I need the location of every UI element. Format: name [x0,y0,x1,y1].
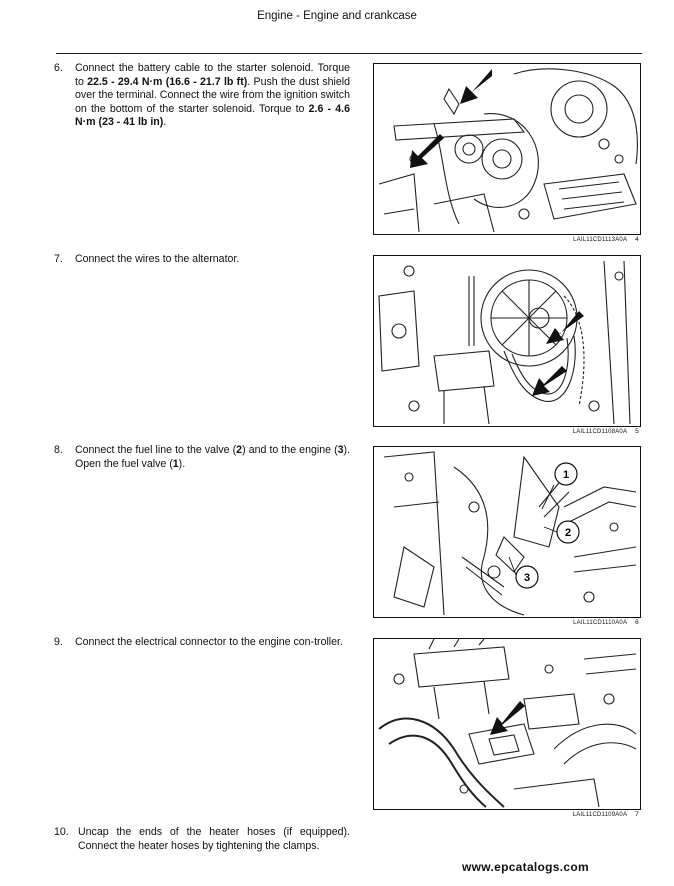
callout-ref: 2 [236,444,243,456]
starter-solenoid-illustration [374,64,640,234]
step-text: Uncap the ends of the heater hoses (if equipped). Connect the heater hoses by tightening the clamps. [78,826,350,852]
figure-fuel-valve [373,446,641,618]
step-number: 6. [54,62,63,74]
figure-code: LAIL11CD1113A0A [573,237,628,243]
page-header: Engine - Engine and crankcase [257,10,417,22]
figure-starter-solenoid [373,63,641,235]
figure-number: 5 [635,428,639,435]
alternator-illustration [374,256,640,426]
step-number: 10. [54,826,69,838]
callout-2: 2 [564,527,572,539]
step-6 [54,62,350,130]
figure-engine-controller [373,638,641,810]
figure-number: 6 [635,619,639,626]
step-9 [54,636,350,650]
figure-caption [373,428,639,435]
figure-caption [373,236,639,243]
step-text: Connect the electrical connector to the engine con-troller. [75,636,343,648]
step-10 [54,826,350,853]
figure-caption [373,619,639,626]
fuel-valve-illustration [374,447,640,617]
header-rule [56,53,642,54]
step-number: 8. [54,444,63,456]
callout-ref: 3 [337,444,344,456]
step-7 [54,253,350,267]
figure-caption [373,811,639,818]
step-text: Connect the battery cable to the starter solenoid. Torque to 22.5 - 29.4 N·m (16.6 - 21.7 lb ft). Push the dust shield over the terminal. Connect the wire from the ignition switch on the bottom of the starter solenoid. Torque to 2.6 - 4.6 N·m (23 - 41 lb in). [75,62,351,128]
step-number: 9. [54,636,63,648]
callout-ref: 1 [172,457,179,470]
figure-code: LAIL11CD1109A0A [572,812,628,818]
step-8 [54,444,350,471]
callout-1: 1 [562,469,570,481]
figure-alternator [373,255,641,427]
callout-3: 3 [523,572,531,584]
footer-url[interactable]: www.epcatalogs.com [462,860,589,874]
figure-number: 7 [635,811,639,818]
engine-controller-illustration [374,639,640,809]
torque-value: 2.6 - 4.6 N·m (23 - 41 lb in) [75,102,350,128]
step-number: 7. [54,253,63,265]
figure-code: LAIL11CD1108A0A [572,429,628,435]
step-text: Connect the wires to the alternator. [75,253,240,265]
torque-value: 22.5 - 29.4 N·m (16.6 - 21.7 lb ft) [87,75,248,88]
figure-code: LAIL11CD1110A0A [573,620,628,626]
step-text: Connect the fuel line to the valve (2) and to the engine (3). Open the fuel valve (1). [75,444,350,470]
figure-number: 4 [635,236,639,243]
callout-group [509,463,579,588]
